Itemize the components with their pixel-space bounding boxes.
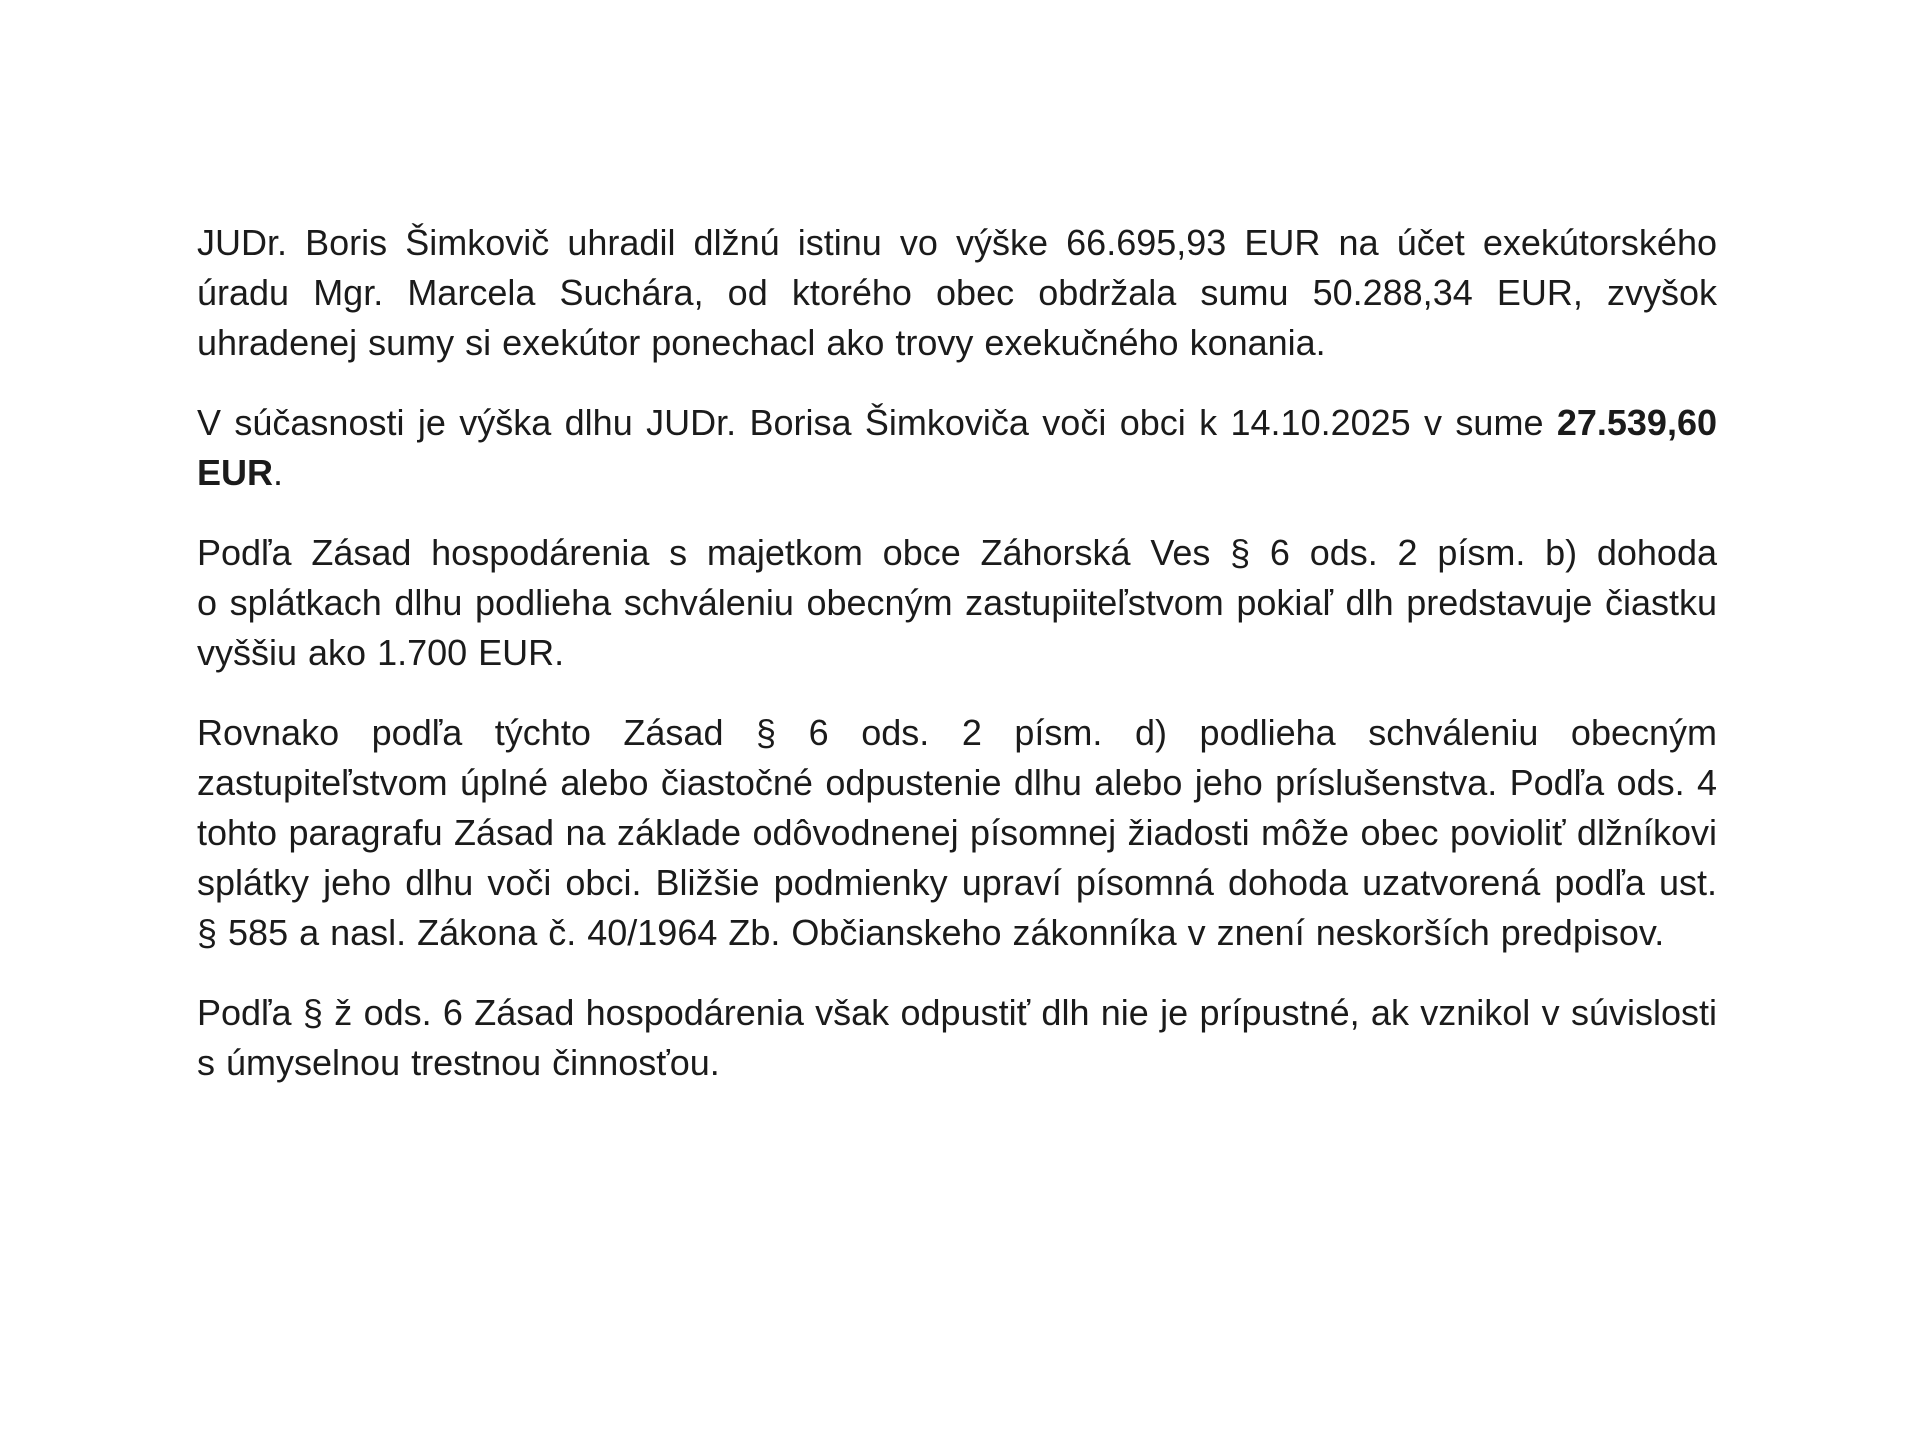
current-debt-amount: 27.539,60 EUR xyxy=(197,402,1717,493)
paragraph-debt-payment: JUDr. Boris Šimkovič uhradil dlžnú istinu vo výške 66.695,93 EUR na účet exekútorského úradu Mgr. Marcela Suchára, od ktorého obec obdržala sumu 50.288,34 EUR, zvyšok uhradenej sumy si exekútor ponechacl ako trovy exekučného konania. xyxy=(197,222,1717,363)
current-debt-period: . xyxy=(273,452,284,493)
document-page xyxy=(197,218,1717,1088)
paragraph-installment-rules: Podľa Zásad hospodárenia s majetkom obce Záhorská Ves § 6 ods. 2 písm. b) dohoda o splátkach dlhu podlieha schváleniu obecným zastupiiteľstvom pokiaľ dlh predstavuje čiastku vyššiu ako 1.700 EUR. xyxy=(197,532,1717,673)
paragraph-forgiveness-rules: Rovnako podľa týchto Zásad § 6 ods. 2 písm. d) podlieha schváleniu obecným zastupiteľstvom úplné alebo čiastočné odpustenie dlhu alebo jeho príslušenstva. Podľa ods. 4 tohto paragrafu Zásad na základe odôvodnenej písomnej žiadosti môže obec povioliť dlžníkovi splátky jeho dlhu voči obci. Bližšie podmienky upraví písomná dohoda uzatvorená podľa ust. § 585 a nasl. Zákona č. 40/1964 Zb. Občianskeho zákonníka v znení neskorších predpisov. xyxy=(197,712,1717,953)
paragraph-current-debt xyxy=(197,398,1717,498)
current-debt-text: V súčasnosti je výška dlhu JUDr. Borisa Šimkoviča voči obci k 14.10.2025 v sume xyxy=(197,402,1557,443)
paragraph-criminal-exception: Podľa § ž ods. 6 Zásad hospodárenia však odpustiť dlh nie je prípustné, ak vznikol v súvislosti s úmyselnou trestnou činnosťou. xyxy=(197,992,1717,1083)
